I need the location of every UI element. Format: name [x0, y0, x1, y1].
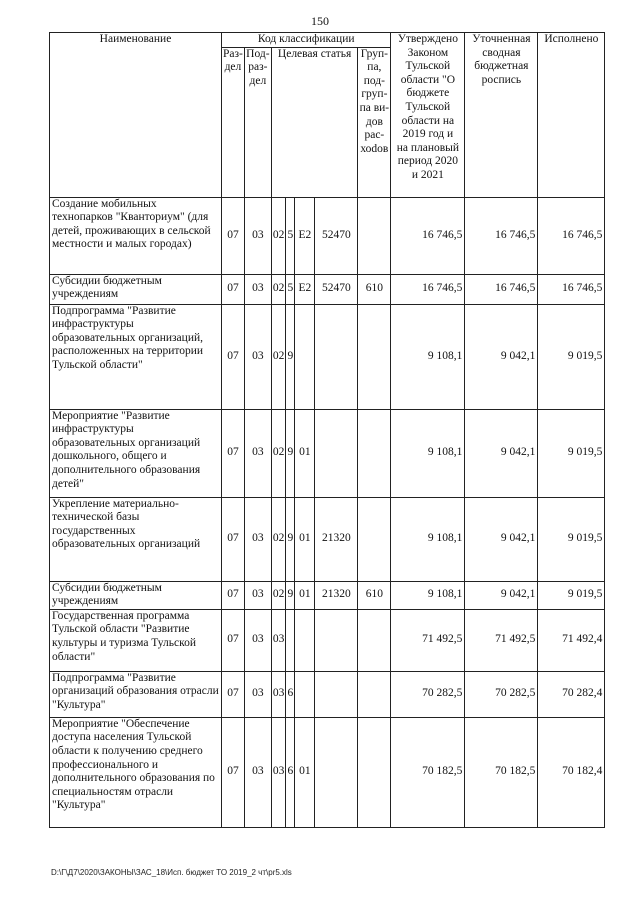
row-section: 07: [222, 671, 245, 717]
row-name: Укрепление материально-технической базы государственных образовательных организаций: [50, 497, 222, 581]
row-target-event: 01: [295, 409, 315, 497]
row-name: Государственная программа Тульской области "Развитие культуры и туризма Тульской области": [50, 609, 222, 671]
row-target-program: 03: [271, 609, 286, 671]
row-name: Подпрограмма "Развитие организаций образования отрасли "Культура": [50, 671, 222, 717]
row-expense-group: [358, 497, 391, 581]
row-subsection: 03: [244, 274, 271, 304]
row-expense-group: [358, 409, 391, 497]
table-row: [50, 274, 605, 304]
row-target-subprogram: 9: [286, 409, 295, 497]
row-executed: 71 492,4: [538, 609, 605, 671]
row-refined: 9 042,1: [465, 409, 538, 497]
row-target-direction: 21320: [315, 581, 358, 609]
row-approved: 9 108,1: [391, 409, 465, 497]
row-subsection: 03: [244, 304, 271, 409]
row-approved: 9 108,1: [391, 581, 465, 609]
row-target-subprogram: 9: [286, 304, 295, 409]
row-name: Субсидии бюджетным учреждениям: [50, 581, 222, 609]
row-name: Мероприятие "Развитие инфраструктуры образовательных организаций дошкольного, общего и дополнительного образования детей": [50, 409, 222, 497]
row-target-program: 02: [271, 304, 286, 409]
row-target-program: 02: [271, 274, 286, 304]
row-refined: 70 282,5: [465, 671, 538, 717]
row-subsection: 03: [244, 409, 271, 497]
row-expense-group: 610: [358, 581, 391, 609]
budget-table: [49, 32, 605, 828]
table-row: [50, 609, 605, 671]
row-approved: 16 746,5: [391, 274, 465, 304]
row-executed: 16 746,5: [538, 197, 605, 274]
header-refined: Уточненная сводная бюджетная роспись: [465, 33, 538, 198]
header-subsection: Под- раз- дел: [244, 47, 271, 197]
row-refined: 71 492,5: [465, 609, 538, 671]
row-section: 07: [222, 409, 245, 497]
header-approved: Утверждено Законом Тульской области "О бюджете Тульской области на 2019 год и на плановый период 2020 и 2021: [391, 33, 465, 198]
file-path-footer: D:\Г\Д7\2020\ЗАКОНЫ\ЗАС_18\Исп. бюджет ТО 2019_2 чт\pr5.xls: [51, 868, 292, 877]
row-subsection: 03: [244, 581, 271, 609]
row-section: 07: [222, 717, 245, 827]
row-section: 07: [222, 274, 245, 304]
header-group: Груп- па, под- груп- па ви- дов рас- хоdов: [358, 47, 391, 197]
table-row: [50, 304, 605, 409]
row-target-event: [295, 609, 315, 671]
row-target-direction: 52470: [315, 274, 358, 304]
row-subsection: 03: [244, 671, 271, 717]
row-refined: 9 042,1: [465, 497, 538, 581]
row-target-direction: 21320: [315, 497, 358, 581]
row-target-direction: [315, 717, 358, 827]
header-code-group: Код классификации: [222, 33, 391, 48]
row-target-subprogram: 5: [286, 274, 295, 304]
row-section: 07: [222, 581, 245, 609]
row-target-subprogram: 9: [286, 497, 295, 581]
row-subsection: 03: [244, 197, 271, 274]
row-target-program: 03: [271, 717, 286, 827]
page-number: 150: [311, 14, 329, 28]
row-target-event: 01: [295, 717, 315, 827]
row-target-program: 02: [271, 197, 286, 274]
row-target-subprogram: [286, 609, 295, 671]
row-approved: 70 282,5: [391, 671, 465, 717]
row-section: 07: [222, 197, 245, 274]
row-target-event: [295, 671, 315, 717]
row-executed: 9 019,5: [538, 497, 605, 581]
table-row: [50, 717, 605, 827]
row-expense-group: 610: [358, 274, 391, 304]
row-target-program: 02: [271, 581, 286, 609]
row-target-event: E2: [295, 197, 315, 274]
row-executed: 9 019,5: [538, 304, 605, 409]
row-target-direction: [315, 409, 358, 497]
row-executed: 16 746,5: [538, 274, 605, 304]
row-refined: 16 746,5: [465, 197, 538, 274]
row-section: 07: [222, 609, 245, 671]
row-refined: 16 746,5: [465, 274, 538, 304]
row-expense-group: [358, 717, 391, 827]
row-target-direction: [315, 304, 358, 409]
row-executed: 70 182,4: [538, 717, 605, 827]
row-target-subprogram: 6: [286, 717, 295, 827]
row-approved: 71 492,5: [391, 609, 465, 671]
row-executed: 70 282,4: [538, 671, 605, 717]
row-refined: 70 182,5: [465, 717, 538, 827]
row-expense-group: [358, 197, 391, 274]
header-section: Раз- дел: [222, 47, 245, 197]
table-row: [50, 197, 605, 274]
row-target-event: 01: [295, 497, 315, 581]
row-target-event: 01: [295, 581, 315, 609]
row-approved: 16 746,5: [391, 197, 465, 274]
header-target: Целевая статья: [271, 47, 358, 197]
table-row: [50, 671, 605, 717]
table-row: [50, 409, 605, 497]
row-name: Подпрограмма "Развитие инфраструктуры образовательных организаций, расположенных на территории Тульской области": [50, 304, 222, 409]
row-target-subprogram: 6: [286, 671, 295, 717]
row-subsection: 03: [244, 717, 271, 827]
row-target-direction: [315, 609, 358, 671]
row-target-direction: [315, 671, 358, 717]
row-name: Создание мобильных технопарков "Кванториум" (для детей, проживающих в сельской местности и малых городах): [50, 197, 222, 274]
header-name: Наименование: [50, 33, 222, 198]
row-approved: 9 108,1: [391, 497, 465, 581]
row-target-program: 03: [271, 671, 286, 717]
row-subsection: 03: [244, 497, 271, 581]
row-refined: 9 042,1: [465, 304, 538, 409]
row-approved: 70 182,5: [391, 717, 465, 827]
row-target-program: 02: [271, 497, 286, 581]
row-name: Мероприятие "Обеспечение доступа населения Тульской области к получению среднего профессионального и дополнительного образования по специальностям отрасли "Культура": [50, 717, 222, 827]
row-expense-group: [358, 671, 391, 717]
row-section: 07: [222, 497, 245, 581]
row-executed: 9 019,5: [538, 409, 605, 497]
row-executed: 9 019,5: [538, 581, 605, 609]
row-target-event: [295, 304, 315, 409]
row-target-program: 02: [271, 409, 286, 497]
row-target-subprogram: 5: [286, 197, 295, 274]
table-row: [50, 497, 605, 581]
row-expense-group: [358, 304, 391, 409]
row-target-direction: 52470: [315, 197, 358, 274]
row-expense-group: [358, 609, 391, 671]
table-row: [50, 581, 605, 609]
row-approved: 9 108,1: [391, 304, 465, 409]
row-target-event: E2: [295, 274, 315, 304]
row-refined: 9 042,1: [465, 581, 538, 609]
row-section: 07: [222, 304, 245, 409]
header-executed: Исполнено: [538, 33, 605, 198]
row-name: Субсидии бюджетным учреждениям: [50, 274, 222, 304]
row-target-subprogram: 9: [286, 581, 295, 609]
row-subsection: 03: [244, 609, 271, 671]
